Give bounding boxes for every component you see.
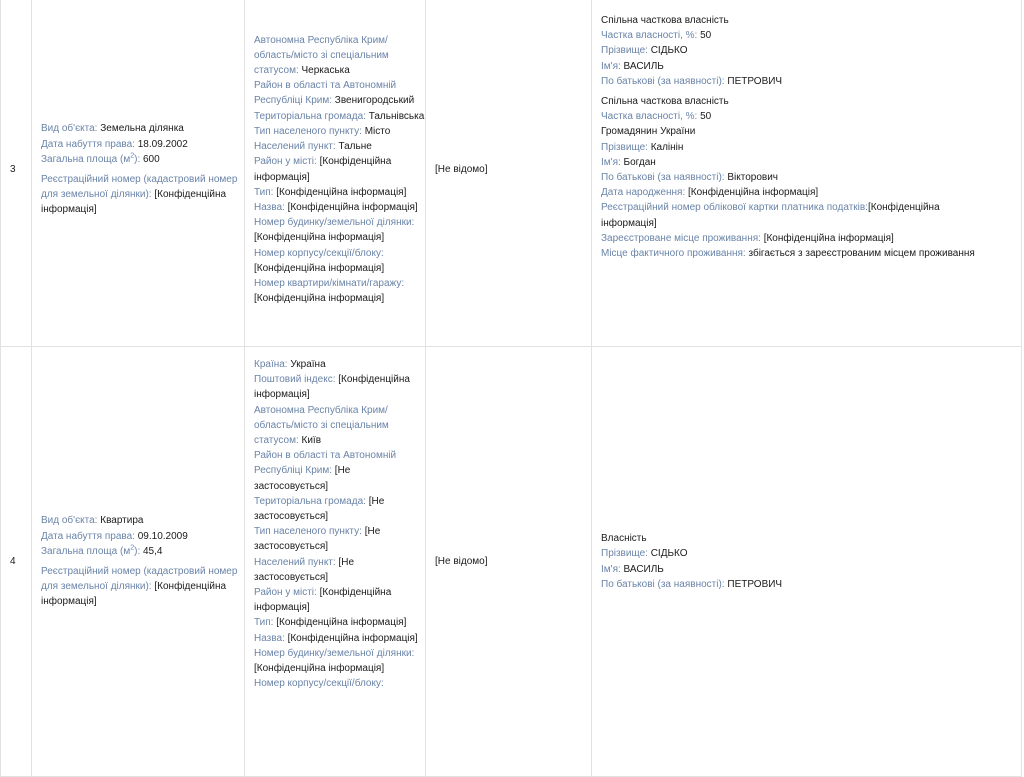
birth-date-label: Дата народження: bbox=[601, 187, 686, 199]
row-number-cell bbox=[1, 0, 32, 347]
surname-label: Прізвище: bbox=[601, 45, 648, 57]
name-label: Ім'я: bbox=[601, 60, 621, 72]
surname-label: Прізвище: bbox=[601, 548, 648, 560]
share-value: 50 bbox=[700, 111, 712, 123]
district-label: Район в області та Автономній Республіці Крим: bbox=[254, 80, 397, 107]
name-value: Богдан bbox=[623, 156, 656, 168]
building-label: Номер корпусу/секції/блоку: bbox=[254, 678, 384, 690]
patronymic-value: ПЕТРОВИЧ bbox=[727, 75, 783, 87]
patronymic-value: Вікторович bbox=[727, 172, 779, 184]
name-label: Ім'я: bbox=[601, 156, 621, 168]
patronymic-label: По батькові (за наявності): bbox=[601, 75, 725, 87]
acquisition-date-label: Дата набуття права: bbox=[41, 138, 135, 150]
postcode-label: Поштовий індекс: bbox=[254, 374, 336, 386]
community-value: Тальнівська bbox=[368, 110, 425, 122]
object-type-label: Вид об'єкта: bbox=[41, 515, 98, 527]
surname-label: Прізвище: bbox=[601, 141, 648, 153]
object-type-value: Квартира bbox=[100, 515, 144, 527]
country-label: Країна: bbox=[254, 359, 288, 370]
table-row bbox=[1, 347, 1022, 777]
settlement-type-value: Місто bbox=[364, 125, 391, 137]
region-value: Черкаська bbox=[301, 65, 350, 77]
settlement-type-label: Тип населеного пункту: bbox=[254, 125, 362, 137]
surname-value: Калінін bbox=[650, 141, 684, 153]
community-label: Територіальна громада: bbox=[254, 495, 366, 507]
city-district-value: [Конфіденційна інформація] bbox=[254, 156, 392, 183]
surname-value: СІДЬКО bbox=[650, 548, 688, 560]
ownership-type: Спільна часткова власність bbox=[601, 96, 729, 108]
street-name-value: [Конфіденційна інформація] bbox=[287, 632, 418, 644]
street-type-value: [Конфіденційна інформація] bbox=[276, 617, 407, 629]
community-label: Територіальна громада: bbox=[254, 110, 366, 122]
tax-number-value: [Конфіденційна інформація] bbox=[601, 202, 940, 229]
district-value: Звенигородський bbox=[334, 95, 415, 107]
owners-cell bbox=[592, 347, 1022, 777]
acquisition-date-value: 09.10.2009 bbox=[137, 530, 188, 542]
row-number: 3 bbox=[10, 163, 16, 175]
cadastral-value: [Конфіденційна інформація] bbox=[41, 189, 227, 216]
registered-residence-value: [Конфіденційна інформація] bbox=[763, 232, 894, 244]
patronymic-label: По батькові (за наявності): bbox=[601, 172, 725, 184]
house-value: [Конфіденційна інформація] bbox=[254, 663, 385, 675]
value-cell bbox=[426, 347, 592, 777]
name-value: ВАСИЛЬ bbox=[623, 563, 664, 575]
value-cell bbox=[426, 0, 592, 347]
community-value: [Не застосовується] bbox=[254, 495, 385, 523]
value-text: [Не відомо] bbox=[435, 555, 488, 567]
owners-cell bbox=[592, 0, 1022, 347]
area-label: Загальна площа $(м^2)$: bbox=[41, 152, 141, 165]
street-name-label: Назва: bbox=[254, 201, 285, 213]
apartment-label: Номер квартири/кімнати/гаражу: bbox=[254, 277, 405, 289]
actual-residence-value: збігається з зареєстрованим місцем проживання bbox=[748, 248, 975, 260]
country-value: Україна bbox=[290, 359, 326, 370]
cadastral-value: [Конфіденційна інформація] bbox=[41, 581, 227, 608]
cadastral-label: Реєстраційний номер (кадастровий номер для земельної ділянки): bbox=[41, 566, 238, 593]
name-value: ВАСИЛЬ bbox=[623, 60, 664, 72]
object-type-value: Земельна ділянка bbox=[100, 123, 184, 135]
house-value: [Конфіденційна інформація] bbox=[254, 232, 385, 244]
city-district-label: Район у місті: bbox=[254, 156, 317, 168]
share-label: Частка власності, %: bbox=[601, 111, 698, 123]
ownership-type: Спільна часткова власність bbox=[601, 15, 729, 26]
settlement-label: Населений пункт: bbox=[254, 556, 336, 568]
object-type-label: Вид об'єкта: bbox=[41, 123, 98, 135]
table-row bbox=[1, 0, 1022, 347]
building-label: Номер корпусу/секції/блоку: bbox=[254, 247, 384, 259]
object-cell bbox=[32, 347, 245, 777]
city-district-label: Район у місті: bbox=[254, 587, 317, 599]
value-text: [Не відомо] bbox=[435, 163, 488, 175]
address-cell bbox=[245, 347, 426, 777]
birth-date-value: [Конфіденційна інформація] bbox=[688, 187, 819, 199]
cadastral-label: Реєстраційний номер (кадастровий номер для земельної ділянки): bbox=[41, 174, 238, 201]
street-name-value: [Конфіденційна інформація] bbox=[287, 201, 418, 213]
street-type-label: Тип: bbox=[254, 617, 274, 629]
patronymic-value: ПЕТРОВИЧ bbox=[727, 578, 783, 590]
apartment-value: [Конфіденційна інформація] bbox=[254, 293, 385, 305]
surname-value: СІДЬКО bbox=[650, 45, 688, 57]
street-type-label: Тип: bbox=[254, 186, 274, 198]
name-label: Ім'я: bbox=[601, 563, 621, 575]
street-type-value: [Конфіденційна інформація] bbox=[276, 186, 407, 198]
settlement-type-value: [Не застосовується] bbox=[254, 526, 381, 553]
house-label: Номер будинку/земельної ділянки: bbox=[254, 647, 415, 659]
share-value: 50 bbox=[700, 30, 712, 42]
patronymic-label: По батькові (за наявності): bbox=[601, 578, 725, 590]
acquisition-date-label: Дата набуття права: bbox=[41, 530, 135, 542]
area-value: 600 bbox=[143, 153, 160, 165]
postcode-value: [Конфіденційна інформація] bbox=[254, 374, 410, 401]
address-cell bbox=[245, 0, 426, 347]
share-label: Частка власності, %: bbox=[601, 30, 698, 42]
acquisition-date-value: 18.09.2002 bbox=[137, 138, 188, 150]
settlement-value: Тальне bbox=[338, 141, 372, 153]
object-cell bbox=[32, 0, 245, 347]
building-value: [Конфіденційна інформація] bbox=[254, 262, 385, 274]
area-label: Загальна площа $(м^2)$: bbox=[41, 544, 141, 557]
region-label: Автономна Республіка Крим/ область/місто зі спеціальним статусом: bbox=[254, 34, 389, 77]
row-number-cell bbox=[1, 347, 32, 777]
region-label: Автономна Республіка Крим/ область/місто зі спеціальним статусом: bbox=[254, 404, 389, 447]
settlement-value: [Не застосовується] bbox=[254, 556, 355, 583]
settlement-type-label: Тип населеного пункту: bbox=[254, 526, 362, 538]
registered-residence-label: Зареєстроване місце проживання: bbox=[601, 232, 761, 244]
actual-residence-label: Місце фактичного проживання: bbox=[601, 248, 746, 260]
city-district-value: [Конфіденційна інформація] bbox=[254, 587, 392, 614]
area-value: 45,4 bbox=[143, 545, 163, 557]
house-label: Номер будинку/земельної ділянки: bbox=[254, 217, 415, 229]
citizenship: Громадянин України bbox=[601, 126, 696, 138]
district-label: Район в області та Автономній Республіці Крим: bbox=[254, 450, 397, 477]
settlement-label: Населений пункт: bbox=[254, 141, 336, 153]
street-name-label: Назва: bbox=[254, 632, 285, 644]
ownership-type: Власність bbox=[601, 533, 647, 545]
region-value: Київ bbox=[301, 435, 322, 447]
row-number: 4 bbox=[10, 555, 16, 567]
district-value: [Не застосовується] bbox=[254, 465, 351, 492]
tax-number-label: Реєстраційний номер облікової картки платника податків: bbox=[601, 202, 868, 214]
